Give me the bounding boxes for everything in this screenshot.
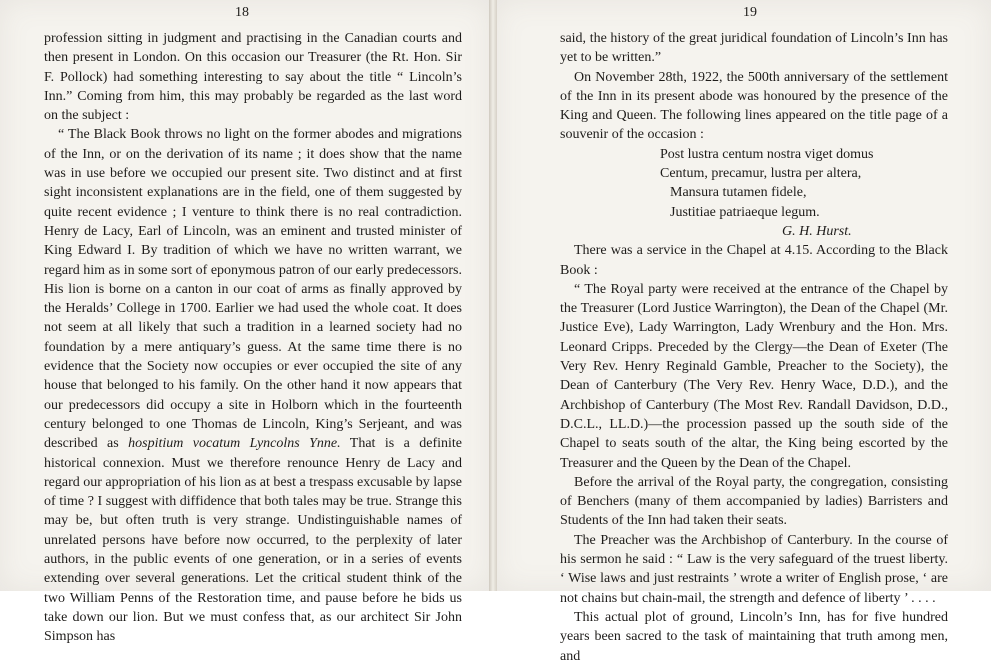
right-paragraph-1: said, the history of the great juridical foundation of Lincoln’s Inn has yet to be written.”: [560, 31, 948, 66]
latin-poem: [560, 145, 948, 241]
book-gutter: [489, 0, 497, 591]
left-paragraph-2-part-1: “ The Black Book throws no light on the former abodes and migrations of the Inn, or on the derivation of its name ; it does show that the name was in use before we occupied our present site. Two distinct and at first sight inconsistent explanations are in the field, one of them suggested by quite recent evidence ; I venture to think there is no real contradiction. Henry de Lacy, Earl of Lincoln, was an eminent and trusted minister of King Edward I. By tradition of which we have no written warrant, we regard him as in some sort of eponymous patron of our early predecessors. His lion is borne on a canton in our coat of arms as finally approved by the Heralds’ College in 1700. Earlier we had used the whole coat. It does not seem at all likely that such a tradition in a learned society had no foundation by a mere antiquary’s guess. At the same time there is no evidence that the Society now occupies or ever occupied the site of any house that belonged to his family. On the other hand it now appears that our predecessors did occupy a site in Holborn which in the fourteenth century belonged to one Thomas de Lincoln, King’s Serjeant, and was described as: [44, 127, 462, 452]
poem-line: Centum, precamur, lustra per altera,: [660, 166, 862, 182]
right-paragraph-3: There was a service in the Chapel at 4.15. According to the Black Book :: [560, 243, 948, 278]
poem-line: Mansura tutamen fidele,: [670, 185, 807, 201]
poem-author: G. H. Hurst.: [782, 223, 852, 239]
right-paragraph-6: The Preacher was the Archbishop of Canterbury. In the course of his sermon he said : “ Law is the very safeguard of the truest liberty. ‘ Wise laws and just restraints ’ wrote a writer of English prose, ‘ are not chains but chain-mail, the strength and defence of liberty ’ . . . .: [560, 532, 948, 606]
latin-phrase: hospitium vocatum Lyncolns Ynne.: [128, 436, 341, 452]
poem-line: Justitiae patriaeque legum.: [670, 204, 820, 220]
right-paragraph-7: This actual plot of ground, Lincoln’s Inn, has for five hundred years been sacred to the task of maintaining that truth among men, and: [560, 609, 948, 664]
left-paragraph-2-part-2: That is a definite historical connexion. Must we therefore renounce Henry de Lacy and regard our appropriation of his lion as at best a trespass excusable by lapse of time ? I suggest with diffidence that both tales may be true. Strange this may be, but often truth is very strange. Undistinguishable names of unrelated persons have before now occurred, to the perplexity of later authors, in the public events of one generation, or in a series of events extending over several generations. Let the critical student think of the two William Penns of the Restoration time, and pause before he bids us take down our lion. But we must confess that, as our architect Sir John Simpson has: [44, 436, 462, 645]
right-page-text: [560, 29, 948, 666]
right-paragraph-2: On November 28th, 1922, the 500th anniversary of the settlement of the Inn in its present abode was honoured by the presence of the King and Queen. The following lines appeared on the title page of a souvenir of the occasion :: [560, 69, 948, 143]
left-page-text: [44, 29, 462, 647]
right-paragraph-4: “ The Royal party were received at the entrance of the Chapel by the Treasurer (Lord Justice Warrington), the Dean of the Chapel (Mr. Justice Eve), Lady Warrington, Lady Wrenbury and the Hon. Mrs. Leonard Cripps. Preceded by the Clergy—the Dean of Exeter (The Very Rev. Henry Reginald Gamble, Preacher to the Society), the Dean of Canterbury (The Very Rev. Henry Wace, D.D.), and the Archbishop of Canterbury (The Most Rev. Randall Davidson, D.D., D.C.L., LL.D.)—the procession passed up the south side of the Chapel to seats south of the altar, the King being escorted by the Treasurer and the Queen by the Dean of the Chapel.: [560, 281, 948, 471]
left-paragraph-2: [44, 125, 462, 646]
page-number-left: 18: [235, 5, 249, 20]
left-paragraph-1: profession sitting in judgment and practising in the Canadian courts and then present in London. On this occasion our Treasurer (the Rt. Hon. Sir F. Pollock) had something interesting to say about the title “ Lincoln’s Inn.” Coming from him, this may probably be regarded as the last word on the subject :: [44, 31, 462, 124]
right-paragraph-5: Before the arrival of the Royal party, the congregation, consisting of Benchers (many of them accompanied by ladies) Barristers and Students of the Inn had taken their seats.: [560, 474, 948, 529]
page-number-right: 19: [743, 5, 757, 20]
poem-line: Post lustra centum nostra viget domus: [660, 146, 874, 162]
